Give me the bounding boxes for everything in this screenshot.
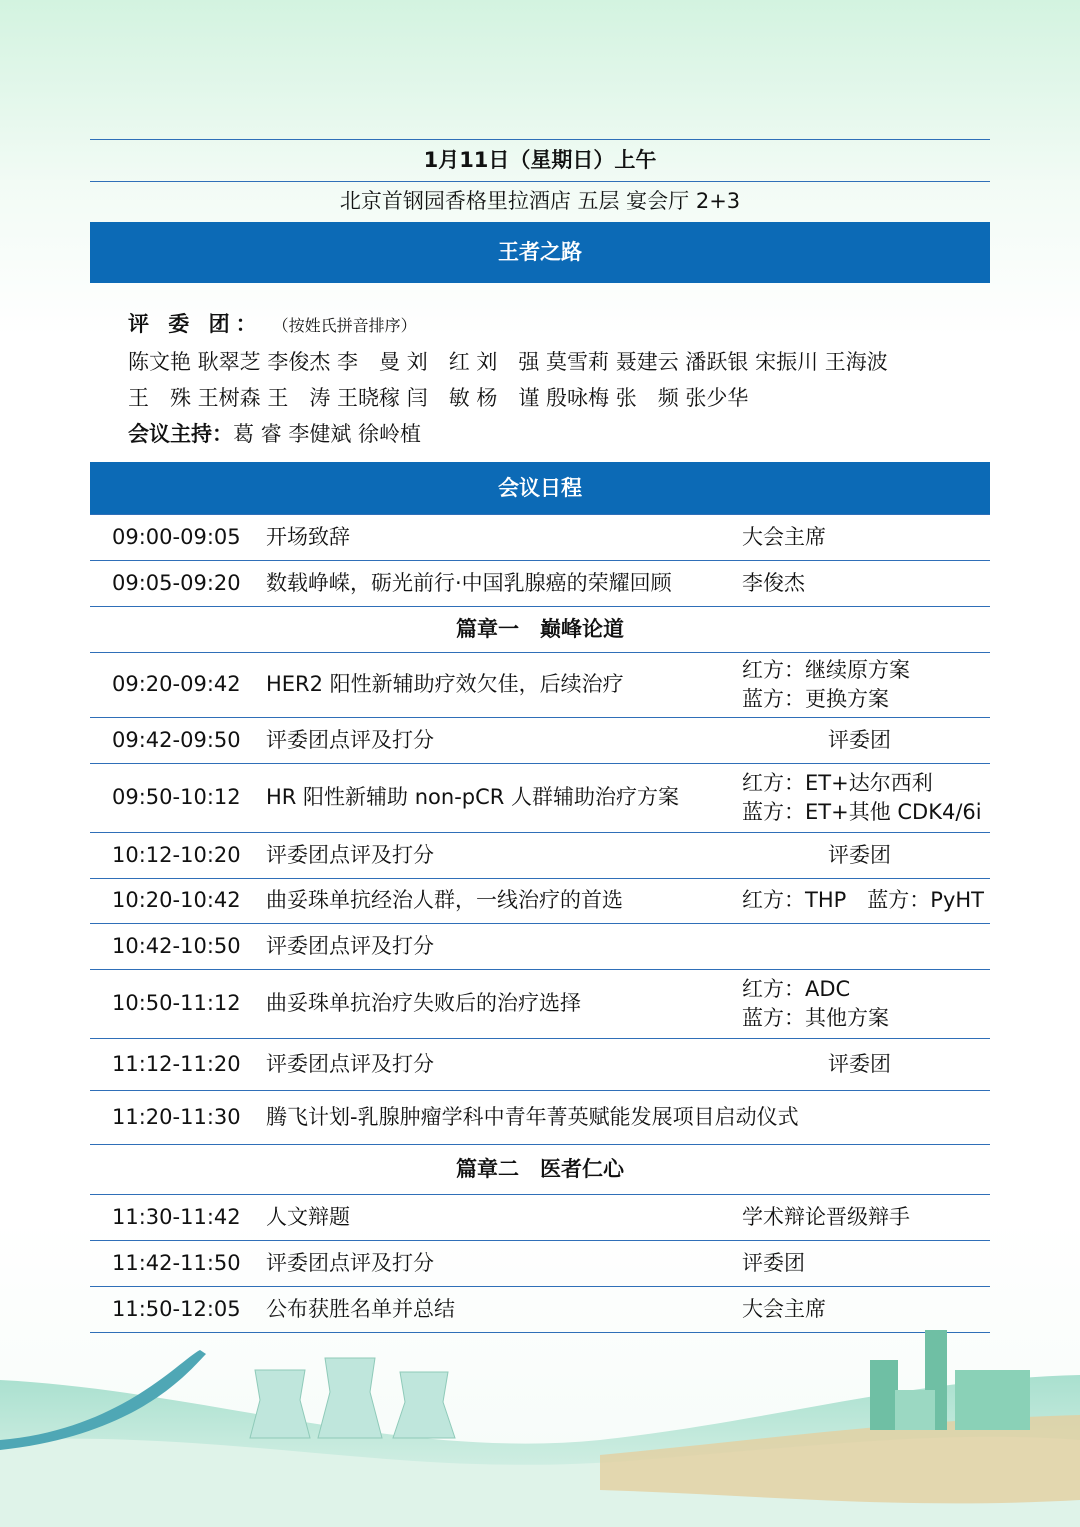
speaker: 评委团 — [828, 728, 891, 752]
schedule-row — [90, 923, 990, 969]
speaker-line: 红方：ADC — [742, 976, 851, 1001]
cooling-tower — [250, 1370, 310, 1438]
schedule-row — [90, 1038, 990, 1090]
topic: 评委团点评及打分 — [266, 1052, 434, 1076]
topic: 评委团点评及打分 — [266, 1251, 434, 1275]
divider — [90, 181, 990, 182]
speaker: 李俊杰 — [742, 571, 805, 595]
speaker: 评委团 — [828, 843, 891, 867]
time-slot: 09:00-09:05 — [112, 525, 241, 549]
topic: 人文辩题 — [266, 1205, 350, 1229]
building — [895, 1390, 935, 1430]
committee-block — [128, 306, 888, 452]
time-slot: 09:42-09:50 — [112, 728, 241, 752]
divider — [90, 139, 990, 140]
session-venue: 北京首钢园香格里拉酒店 五层 宴会厅 2+3 — [339, 189, 741, 213]
speaker-line: 蓝方：更换方案 — [742, 686, 889, 711]
time-slot: 09:20-09:42 — [112, 672, 241, 696]
speaker: 评委团 — [742, 1251, 805, 1275]
topic: 评委团点评及打分 — [266, 934, 434, 958]
schedule-row — [90, 832, 990, 878]
schedule-title: 会议日程 — [498, 476, 582, 500]
time-slot: 11:42-11:50 — [112, 1251, 241, 1275]
schedule-row — [90, 514, 990, 560]
speaker-line: 蓝方：ET+其他 CDK4/6i — [742, 799, 982, 824]
schedule-row — [90, 969, 990, 1038]
schedule-row — [90, 1090, 990, 1144]
schedule-row — [90, 1240, 990, 1286]
time-slot: 10:12-10:20 — [112, 843, 241, 867]
building — [955, 1370, 1030, 1430]
time-slot: 11:30-11:42 — [112, 1205, 241, 1229]
topic: 数载峥嵘，砺光前行·中国乳腺癌的荣耀回顾 — [266, 571, 672, 595]
landscape-illustration — [0, 1320, 1080, 1527]
schedule-row — [90, 717, 990, 763]
chapter-heading: 篇章二 医者仁心 — [456, 1157, 624, 1181]
committee-names-line2: 王 殊 王树森 王 涛 王晓稼 闫 敏 杨 谨 殷咏梅 张 频 张少华 — [128, 386, 749, 410]
speaker: 大会主席 — [742, 525, 826, 549]
speaker: 学术辩论晋级辩手 — [742, 1205, 910, 1229]
topic: HR 阳性新辅助 non-pCR 人群辅助治疗方案 — [266, 785, 680, 809]
schedule-row — [90, 1194, 990, 1240]
chapter-heading: 篇章一 巅峰论道 — [456, 617, 624, 641]
schedule-row — [90, 560, 990, 606]
committee-label: 评 委 团： — [128, 312, 263, 336]
speaker — [742, 769, 982, 827]
schedule-banner — [90, 462, 990, 514]
topic: 开场致辞 — [266, 525, 350, 549]
hosts-line — [128, 416, 888, 452]
section-title: 王者之路 — [498, 240, 582, 264]
cooling-tower — [318, 1358, 382, 1438]
topic: 曲妥珠单抗经治人群，一线治疗的首选 — [266, 888, 623, 912]
speaker-line: 红方：继续原方案 — [742, 657, 910, 682]
topic: 腾飞计划-乳腺肿瘤学科中青年菁英赋能发展项目启动仪式 — [266, 1105, 799, 1129]
speaker — [742, 656, 910, 714]
host-label: 会议主持： — [128, 422, 233, 446]
schedule-row — [90, 878, 990, 923]
committee-header — [128, 306, 888, 344]
building — [870, 1360, 898, 1430]
speaker: 红方：THP 蓝方：PyHT — [742, 888, 984, 912]
speaker — [742, 975, 889, 1033]
speaker-line: 蓝方：其他方案 — [742, 1005, 889, 1030]
speaker-line: 红方：ET+达尔西利 — [742, 770, 933, 795]
cooling-tower — [393, 1372, 455, 1438]
topic: HER2 阳性新辅助疗效欠佳，后续治疗 — [266, 672, 624, 696]
time-slot: 11:20-11:30 — [112, 1105, 241, 1129]
section-banner — [90, 222, 990, 283]
committee-names-line1: 陈文艳 耿翠芝 李俊杰 李 曼 刘 红 刘 强 莫雪莉 聂建云 潘跃银 宋振川 王海波 — [128, 350, 888, 374]
topic: 公布获胜名单并总结 — [266, 1297, 455, 1321]
time-slot: 10:20-10:42 — [112, 888, 241, 912]
speaker: 大会主席 — [742, 1297, 826, 1321]
topic: 评委团点评及打分 — [266, 728, 434, 752]
schedule-row — [90, 652, 990, 717]
time-slot: 09:50-10:12 — [112, 785, 241, 809]
time-slot: 10:50-11:12 — [112, 991, 241, 1015]
schedule-row — [90, 763, 990, 832]
topic: 曲妥珠单抗治疗失败后的治疗选择 — [266, 991, 581, 1015]
time-slot: 09:05-09:20 — [112, 571, 241, 595]
time-slot: 10:42-10:50 — [112, 934, 241, 958]
session-date: 1月11日（星期日）上午 — [423, 148, 657, 172]
speaker: 评委团 — [828, 1052, 891, 1076]
host-names: 葛 睿 李健斌 徐岭植 — [233, 422, 422, 446]
time-slot: 11:12-11:20 — [112, 1052, 241, 1076]
topic: 评委团点评及打分 — [266, 843, 434, 867]
time-slot: 11:50-12:05 — [112, 1297, 241, 1321]
committee-note: （按姓氏拼音排序） — [280, 316, 417, 335]
